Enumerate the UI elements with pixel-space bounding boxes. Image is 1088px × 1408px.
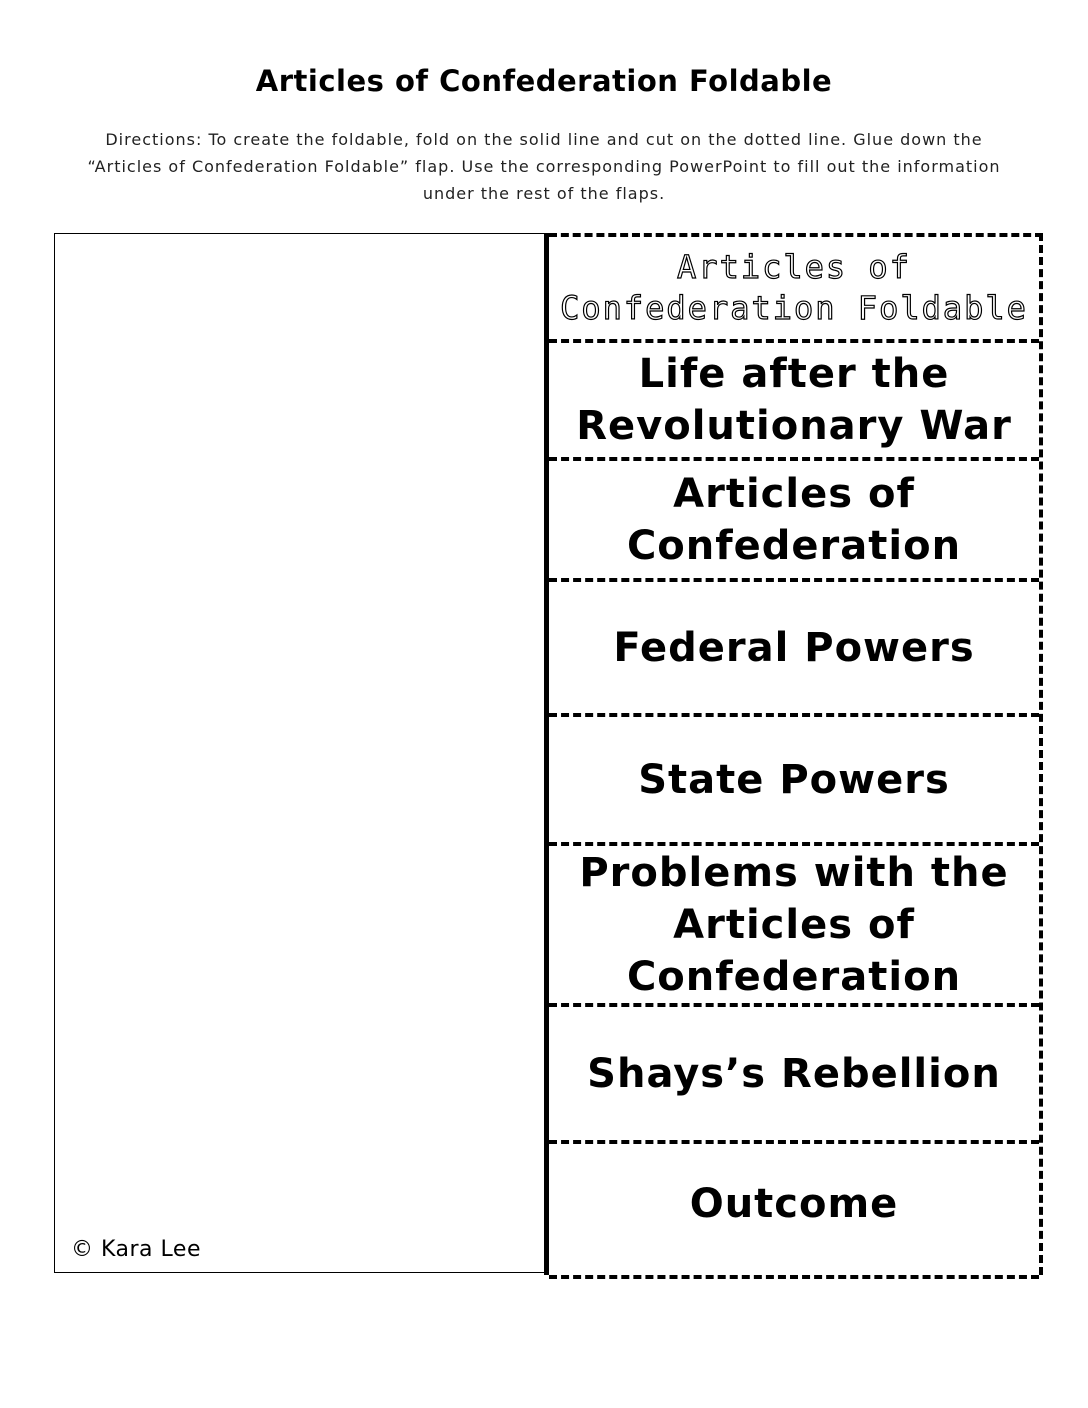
flap-label: Articles of Confederation [626, 470, 962, 569]
page-title: Articles of Confederation Foldable [255, 64, 833, 98]
flap-label: State Powers [638, 756, 950, 803]
flap-label: Problems with the Articles of Confederation [579, 849, 1009, 1000]
flap-state-powers [549, 717, 1039, 846]
flap-life-after-war [549, 343, 1039, 461]
flap-articles-of-confederation [549, 461, 1039, 582]
blank-writing-panel [54, 233, 547, 1273]
flap-label: Federal Powers [613, 624, 975, 671]
flap-label: Life after the Revolutionary War [576, 351, 1012, 449]
flap-problems [549, 846, 1039, 1007]
flap-outcome [549, 1144, 1039, 1279]
flap-label: Articles of Confederation Foldable [560, 248, 1028, 327]
flap-label: Shays’s Rebellion [587, 1050, 1001, 1097]
flap-articles-foldable [549, 237, 1039, 343]
flap-federal-powers [549, 582, 1039, 717]
directions-text: Directions: To create the foldable, fold on the solid line and cut on the dotted line. Glue down the “Articles of Confederation Foldable” flap. Use the corresponding PowerPoint to fill out the information under the rest of the flaps. [87, 130, 1001, 203]
flaps-column [549, 233, 1043, 1275]
copyright-notice: © Kara Lee [71, 1237, 201, 1262]
flap-shays-rebellion [549, 1007, 1039, 1144]
flap-label: Outcome [689, 1181, 899, 1227]
